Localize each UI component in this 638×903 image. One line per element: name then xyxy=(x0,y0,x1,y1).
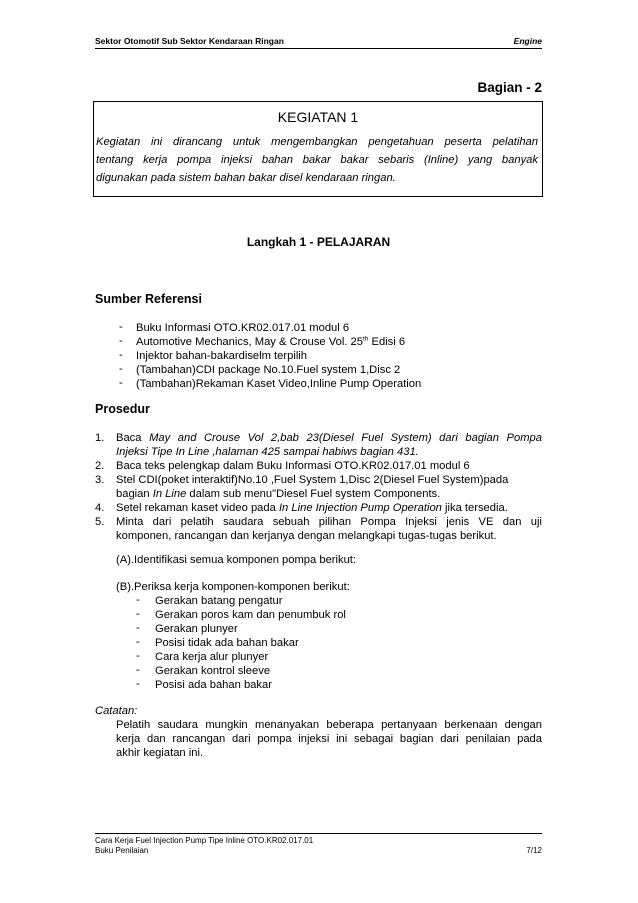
kegiatan-line: digunakan pada sistem bahan bakar disel kendaraan ringan. xyxy=(96,172,396,184)
catatan-line: akhir kegiatan ini. xyxy=(116,747,204,759)
footer-rule xyxy=(95,833,542,834)
prosedur-step-5: Minta dari pelatih saudara sebuah pilihan Pompa Injeksi jenis VE dan uji xyxy=(116,516,542,528)
kegiatan-line: tentang kerja pompa injeksi bahan bakar bakar sebaris (Inline) yang banyak xyxy=(96,154,538,166)
prosedur-step-2: Baca teks pelengkap dalam Buku Informasi OTO.KR02.017.01 modul 6 xyxy=(116,460,470,472)
task-a: (A).Identifikasi semua komponen pompa berikut: xyxy=(116,554,357,566)
section-bagian: Bagian - 2 xyxy=(477,80,542,95)
list-item: Gerakan poros kam dan penumbuk rol xyxy=(155,609,346,621)
prosedur-step-1: Baca May and Crouse Vol 2,bab 23(Diesel Fuel System) dari bagian Pompa xyxy=(116,432,542,444)
list-item: Automotive Mechanics, May & Crouse Vol. 25th Edisi 6 xyxy=(136,335,406,348)
catatan-label: Catatan: xyxy=(95,705,138,717)
footer-book: Buku Penilaian xyxy=(95,846,149,855)
list-item: Gerakan kontrol sleeve xyxy=(155,665,271,677)
kegiatan-title: KEGIATAN 1 xyxy=(277,109,359,125)
langkah-title: Langkah 1 - PELAJARAN xyxy=(246,235,391,249)
list-item: (Tambahan)Rekaman Kaset Video,Inline Pump Operation xyxy=(136,378,422,390)
prosedur-heading: Prosedur xyxy=(95,402,150,416)
prosedur-step-4: Setel rekaman kaset video pada In Line Injection Pump Operation jika tersedia. xyxy=(116,502,508,514)
sumber-heading: Sumber Referensi xyxy=(95,292,202,306)
list-item: Posisi ada bahan bakar xyxy=(155,679,272,691)
catatan-line: Pelatih saudara mungkin menanyakan beberapa pertanyaan berkenaan dengan xyxy=(116,719,542,731)
prosedur-step-3: Stel CDI(poket interaktif)No.10 ,Fuel System 1,Disc 2(Diesel Fuel System)pada xyxy=(116,474,509,486)
page-number: 7/12 xyxy=(526,846,542,855)
footer-title: Cara Kerja Fuel Injection Pump Tipe Inline OTO.KR02.017.01 xyxy=(95,836,314,845)
header-left: Sektor Otomotif Sub Sektor Kendaraan Ringan xyxy=(95,36,284,46)
list-item: (Tambahan)CDI package No.10.Fuel system 1,Disc 2 xyxy=(136,364,401,376)
list-item: Posisi tidak ada bahan bakar xyxy=(155,637,299,649)
kegiatan-line: Kegiatan ini dirancang untuk mengembangkan pengetahuan peserta pelatihan xyxy=(96,136,538,148)
list-item: Gerakan plunyer xyxy=(155,623,238,635)
header-right: Engine xyxy=(513,36,542,46)
header-rule xyxy=(95,48,542,49)
kegiatan-description xyxy=(94,133,542,187)
list-item: Gerakan batang pengatur xyxy=(155,595,283,607)
document-page: Sektor Otomotif Sub Sektor Kendaraan Ringan Engine Bagian - 2 KEGIATAN 1 Kegiatan ini dirancang untuk mengembangkan pengetahuan peserta pelatihan tentang kerja pompa injeksi bahan bakar bakar sebaris (Inline) yang banyak digunakan pada sistem bahan bakar disel kendaraan ringan. Langkah 1 - PELAJARAN Sumber Referensi - Buku Informasi OTO.KR02.017.01 modul 6 - Automotive Mechanics, May & Crouse Vol. 25th Edisi 6 - Injektor bahan-bakardiselm terpilih - (Tambahan)CDI package No.10.Fuel system 1,Disc 2 - (Tambahan)Rekaman Kaset Video,Inline Pump Operation Prosedur 1. Baca May and Crouse Vol 2,bab 23(Diesel Fuel System) dari bagian Pompa Injeksi Tipe In Line ,halaman 425 sampai habiws bagian 431. 2. Baca teks pelengkap dalam Buku Informasi OTO.KR02.017.01 modul 6 3. Stel CDI(poket interaktif)No.10 ,Fuel System 1,Disc 2(Diesel Fuel System)pada bagian In Line dalam sub menu"Diesel Fuel system Components. 4. Setel rekaman kaset video pada In Line Injection Pump Operation jika tersedia. 5. Minta dari pelatih saudara sebuah pilihan Pompa Injeksi jenis VE dan uji komponen, rancangan dan kerjanya dengan melangkapi tugas-tugas berikut. (A).Identifikasi semua komponen pompa berikut: (B).Periksa kerja komponen-komponen berikut: - Gerakan batang pengatur - Gerakan poros kam dan penumbuk rol - Gerakan plunyer - Posisi tidak ada bahan bakar - Cara kerja alur plunyer - Gerakan kontrol sleeve - Posisi ada bahan bakar Catatan: Pelatih saudara mungkin menanyakan beberapa pertanyaan berkenaan dengan kerja dan rancangan dari pompa injeksi ini sebagai bagian dari penilaian pada akhir kegiatan ini. Cara Kerja Fuel Injection Pump Tipe Inline OTO.KR02.017.01 Buku Penilaian 7/12 xyxy=(95,36,542,855)
list-item: Injektor bahan-bakardiselm terpilih xyxy=(136,350,308,362)
list-item: Cara kerja alur plunyer xyxy=(155,651,269,663)
list-item: Buku Informasi OTO.KR02.017.01 modul 6 xyxy=(136,322,350,334)
catatan-line: kerja dan rancangan dari pompa injeksi ini sebagai bagian dari penilaian pada xyxy=(116,733,542,745)
kegiatan-box xyxy=(93,101,543,197)
task-b: (B).Periksa kerja komponen-komponen berikut: xyxy=(116,581,350,593)
